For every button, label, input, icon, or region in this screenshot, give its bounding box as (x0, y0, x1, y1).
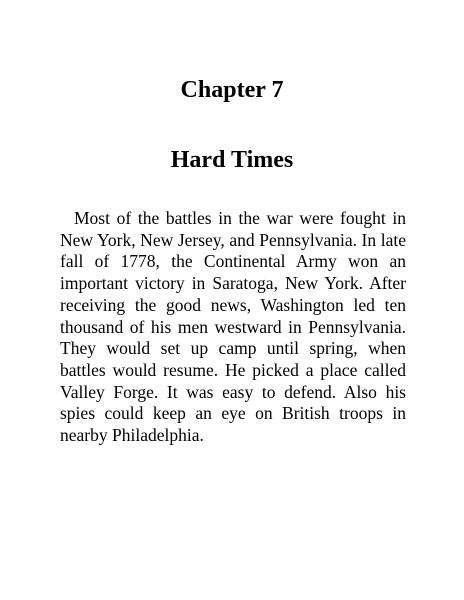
chapter-number: Chapter 7 (180, 77, 284, 103)
body-paragraph: Most of the battles in the war were fought in New York, New Jersey, and Pennsylvania. In late fall of 1778, the Continental Army won an important victory in Saratoga, New York. After receiving the good news, Washington led ten thousand of his men westward in Pennsylvania. They would set up camp until spring, when battles would resume. He picked a place called Valley Forge. It was easy to defend. Also his spies could keep an eye on British troops in nearby Philadelphia. (60, 208, 406, 446)
chapter-title: Hard Times (170, 147, 294, 173)
